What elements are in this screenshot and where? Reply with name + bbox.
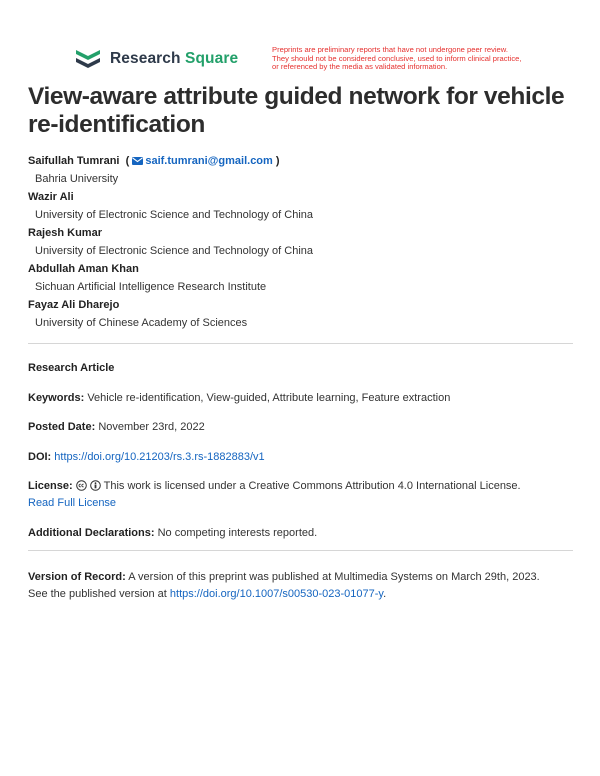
author-affiliation: University of Electronic Science and Technology of China <box>35 209 314 221</box>
author-affiliation: Bahria University <box>35 173 119 185</box>
attribution-icon <box>90 480 101 491</box>
author-name: Wazir Ali <box>28 191 74 203</box>
author <box>28 188 573 224</box>
license <box>28 478 573 512</box>
author <box>28 296 573 332</box>
license-label: License: <box>28 480 73 492</box>
doi-link[interactable]: https://doi.org/10.21203/rs.3.rs-1882883/v1 <box>54 451 265 463</box>
notice-line: Preprints are preliminary reports that have not undergone peer review. <box>272 45 508 54</box>
divider <box>28 343 573 344</box>
author-name: Rajesh Kumar <box>28 227 102 239</box>
research-square-logo[interactable] <box>74 47 238 71</box>
declarations-label: Additional Declarations: <box>28 527 155 539</box>
version-of-record: Version of Record: A version of this preprint was published at Multimedia Systems on March 29th, 2023. See the published version at https://doi.org/10.1007/s00530-023-01077-y. <box>28 571 540 600</box>
author-email-wrapper: ( saif.tumrani@gmail.com ) <box>122 155 280 167</box>
declarations-value: No competing interests reported. <box>157 527 318 539</box>
author <box>28 152 573 188</box>
version-of-record-label: Version of Record: <box>28 571 126 583</box>
author-affiliation: University of Electronic Science and Technology of China <box>35 245 314 257</box>
author-name: Fayaz Ali Dharejo <box>28 299 120 311</box>
keywords <box>28 390 573 407</box>
version-of-record-text: A version of this preprint was published at Multimedia Systems on March 29th, 2023. <box>128 571 540 583</box>
additional-declarations <box>28 525 573 542</box>
license-text: This work is licensed under a Creative Commons Attribution 4.0 International License. <box>103 480 521 492</box>
keywords-value: Vehicle re-identification, View-guided, Attribute learning, Feature extraction <box>87 392 451 404</box>
notice-line: or referenced by the media as validated information. <box>272 62 448 72</box>
notice-line: They should not be considered conclusive, used to inform clinical practice, <box>272 53 522 63</box>
posted-date-value: November 23rd, 2022 <box>98 421 205 433</box>
author <box>28 260 573 296</box>
author-email-link[interactable]: saif.tumrani@gmail.com <box>145 155 273 167</box>
keywords-label: Keywords: <box>28 392 85 404</box>
cc-icon <box>76 480 87 491</box>
doi-label: DOI: <box>28 451 52 463</box>
author <box>28 224 573 260</box>
author-name: Abdullah Aman Khan <box>28 263 139 275</box>
doi <box>28 449 573 466</box>
author-affiliation: University of Chinese Academy of Sciences <box>35 317 248 329</box>
research-square-logo-icon <box>74 47 102 71</box>
posted-date-label: Posted Date: <box>28 421 96 433</box>
preprint-notice <box>272 46 562 72</box>
mail-icon <box>132 157 143 165</box>
author-list <box>28 152 573 332</box>
article-type: Research Article <box>28 362 115 374</box>
author-affiliation: Sichuan Artificial Intelligence Research Institute <box>35 281 267 293</box>
author-name: Saifullah Tumrani ( saif.tumrani@gmail.com ) <box>28 155 280 167</box>
published-version-link[interactable]: https://doi.org/10.1007/s00530-023-01077-y <box>169 588 384 600</box>
paper-title: View-aware attribute guided network for vehicle re-identification <box>28 83 565 138</box>
divider <box>28 550 573 551</box>
header <box>74 47 554 77</box>
posted-date <box>28 419 573 436</box>
read-full-license-link[interactable]: Read Full License <box>28 497 117 509</box>
logo-text: Research Square <box>110 50 239 67</box>
version-of-record-text-2: See the published version at <box>28 588 167 600</box>
